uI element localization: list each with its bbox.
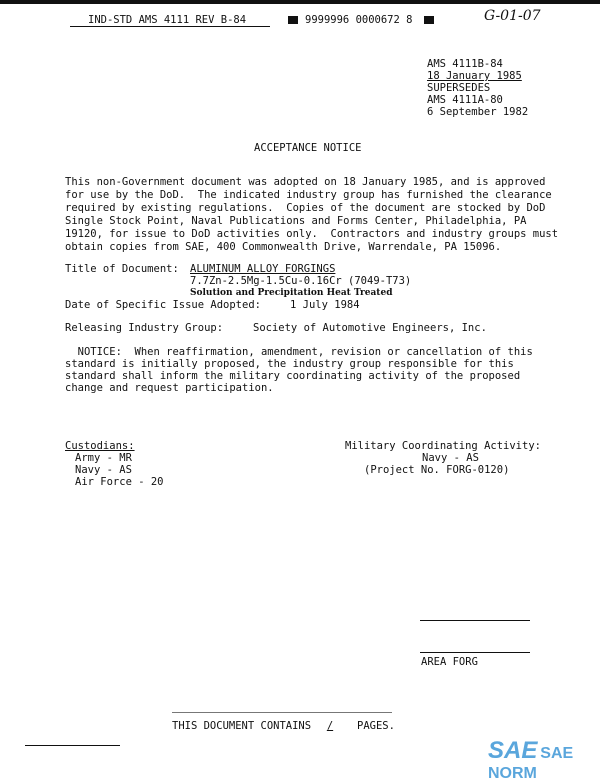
page-title: ACCEPTANCE NOTICE	[254, 142, 362, 154]
doc-number: AMS 4111B-84	[427, 58, 503, 70]
military-project: (Project No. FORG-0120)	[364, 464, 510, 476]
issue-date: 1 July 1984	[290, 299, 360, 311]
title-label: Title of Document:	[65, 263, 179, 275]
barcode-number: 9999996 0000672 8	[305, 14, 413, 26]
footer-contains-label: THIS DOCUMENT CONTAINS	[172, 720, 312, 732]
supersedes-label: SUPERSEDES	[427, 82, 491, 94]
header-strip: IND-STD AMS 4111 REV B-84	[88, 14, 247, 26]
text-line: standard is initially proposed, the industry group responsible for this	[65, 358, 514, 370]
handwritten-code: G-01-07	[484, 8, 541, 24]
text-line: obtain copies from SAE, 400 Commonwealth Drive, Warrendale, PA 15096.	[65, 241, 502, 253]
doc-date: 18 January 1985	[427, 70, 522, 82]
custodian-air-force: Air Force - 20	[75, 476, 164, 488]
title-line-3: Solution and Precipitation Heat Treated	[190, 288, 393, 298]
header-rule	[70, 26, 270, 27]
scan-mark	[25, 745, 120, 746]
military-activity: Navy - AS	[422, 452, 479, 464]
sae-norm-watermark	[488, 737, 600, 783]
scan-top-edge	[0, 0, 600, 4]
text-line: change and request participation.	[65, 382, 274, 394]
releasing-value: Society of Automotive Engineers, Inc.	[253, 322, 487, 334]
superseded-number: AMS 4111A-80	[427, 94, 503, 106]
scan-mark	[420, 620, 530, 621]
barcode-block-right	[424, 16, 434, 24]
issue-label: Date of Specific Issue Adopted:	[65, 299, 261, 311]
title-line-2: 7.7Zn-2.5Mg-1.5Cu-0.16Cr (7049-T73)	[190, 275, 412, 287]
military-label: Military Coordinating Activity:	[345, 440, 541, 452]
text-line: for use by the DoD. The indicated industry group has furnished the clearance	[65, 189, 552, 201]
custodian-army: Army - MR	[75, 452, 132, 464]
text-line: 19120, for issue to DoD activities only. Contractors and industry groups must	[65, 228, 559, 240]
text-line: Single Stock Point, Naval Publications and Forms Center, Philadelphia, PA	[65, 215, 527, 227]
sae-logo: SAE	[488, 737, 538, 764]
custodian-navy: Navy - AS	[75, 464, 132, 476]
custodians-label: Custodians:	[65, 440, 135, 452]
footer-pages-label: PAGES.	[357, 720, 395, 732]
footer-rule	[172, 712, 392, 713]
text-line: NOTICE: When reaffirmation, amendment, revision or cancellation of this	[65, 346, 533, 358]
text-line: This non-Government document was adopted on 18 January 1985, and is approved	[65, 176, 546, 188]
releasing-label: Releasing Industry Group:	[65, 322, 224, 334]
watermark-text: SAE NORM	[488, 745, 574, 782]
text-line: required by existing regulations. Copies of the document are stocked by DoD	[65, 202, 546, 214]
superseded-date: 6 September 1982	[427, 106, 529, 118]
text-line: standard shall inform the military coordinating activity of the proposed	[65, 370, 521, 382]
footer-page-count: /	[326, 720, 334, 732]
barcode-block-left	[288, 16, 298, 24]
area-code: AREA FORG	[421, 656, 478, 668]
title-line-1: ALUMINUM ALLOY FORGINGS	[190, 263, 336, 275]
scan-mark	[420, 652, 530, 653]
